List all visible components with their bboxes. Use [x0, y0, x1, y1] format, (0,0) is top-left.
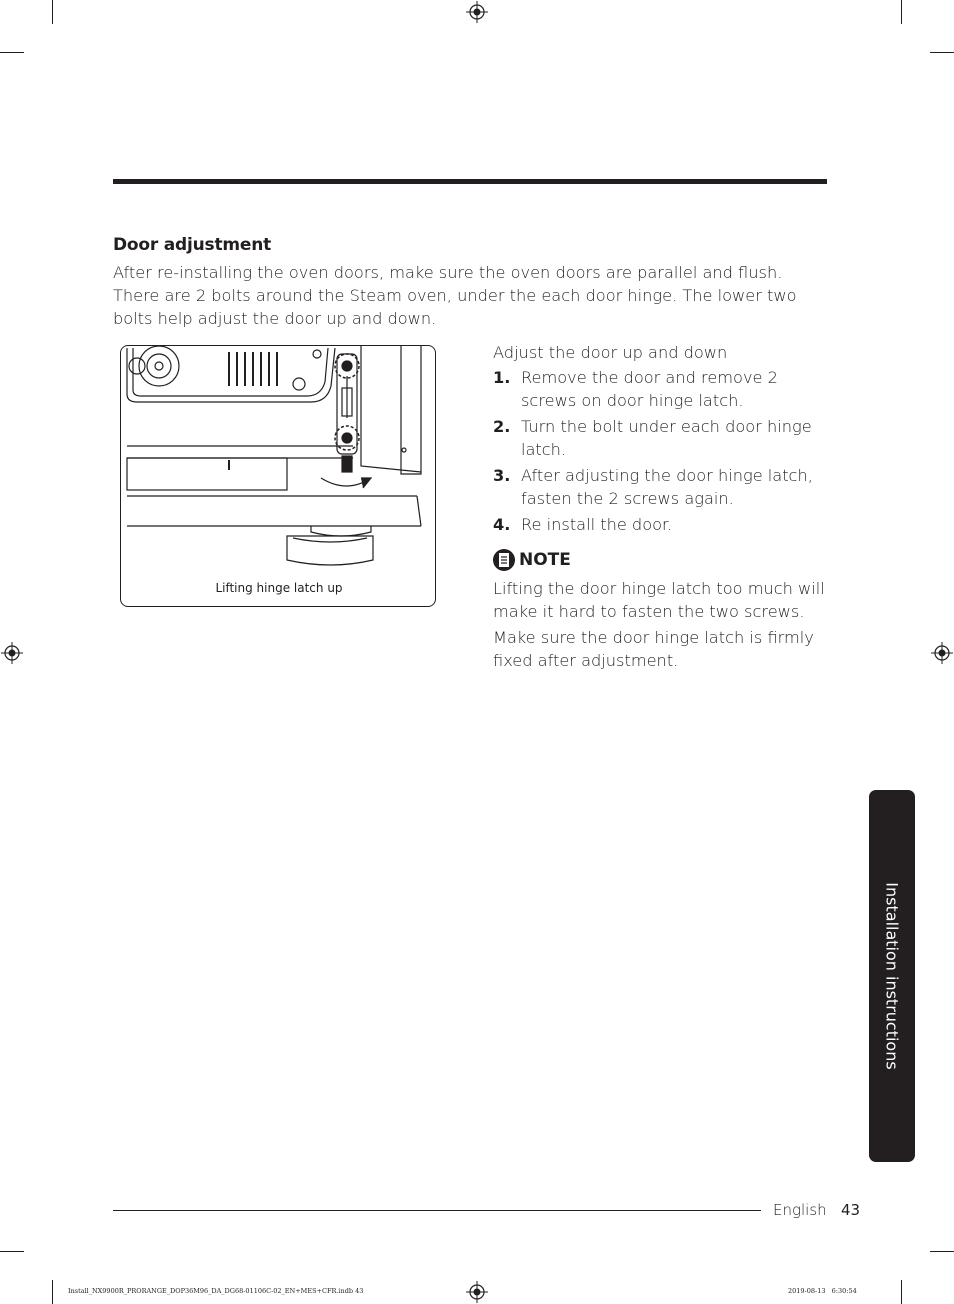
print-timestamp: 2019-08-13 6:30:54 — [788, 1287, 857, 1295]
registration-mark-icon — [931, 642, 953, 664]
steps-list — [493, 366, 828, 536]
footer-rule — [113, 1210, 761, 1211]
footer-language: English — [773, 1201, 827, 1219]
step-number: 4. — [493, 515, 511, 534]
note-text: Make sure the door hinge latch is firmly fixed after adjustment. — [493, 628, 814, 670]
note-icon — [493, 549, 515, 571]
crop-mark — [52, 1280, 53, 1304]
figure-caption: Lifting hinge latch up — [215, 581, 343, 595]
crop-mark — [901, 1280, 902, 1304]
step-text: Turn the bolt under each door hinge latch. — [521, 417, 812, 459]
crop-mark — [930, 1251, 954, 1252]
step-text: Remove the door and remove 2 screws on door hinge latch. — [521, 368, 778, 410]
hinge-latch-illustration — [120, 345, 436, 607]
step-number: 3. — [493, 466, 511, 485]
crop-mark — [930, 52, 954, 53]
oven-hinge-drawing — [121, 346, 436, 607]
note-label: NOTE — [519, 550, 571, 570]
section-title: Door adjustment — [113, 235, 272, 255]
chapter-side-tab — [869, 790, 915, 1162]
note-heading — [493, 548, 828, 572]
chapter-label: Installation instructions — [882, 882, 902, 1070]
crop-mark — [52, 0, 53, 24]
step-item — [493, 415, 828, 461]
page-number: 43 — [841, 1201, 861, 1219]
step-item — [493, 464, 828, 510]
crop-mark — [0, 1251, 24, 1252]
step-item — [493, 513, 828, 536]
top-rule — [113, 179, 827, 184]
step-item — [493, 366, 828, 412]
crop-mark — [0, 52, 24, 53]
instructions-column — [493, 341, 828, 672]
registration-mark-icon — [466, 1, 488, 23]
print-file-slug: Install_NX9900R_PRORANGE_DOP36M96_DA_DG68-01106C-02_EN+MES+CFR.indb 43 — [68, 1287, 364, 1295]
intro-paragraph: After re-installing the oven doors, make sure the oven doors are parallel and flush. There are 2 bolts around the Steam oven, under the each door hinge. The lower two bolts help adjust the door up and down. — [113, 263, 797, 328]
step-number: 2. — [493, 417, 511, 436]
step-number: 1. — [493, 368, 511, 387]
step-text: After adjusting the door hinge latch, fasten the 2 screws again. — [521, 466, 813, 508]
crop-mark — [901, 0, 902, 24]
step-text: Re install the door. — [521, 515, 673, 534]
steps-heading: Adjust the door up and down — [493, 343, 728, 362]
registration-mark-icon — [466, 1281, 488, 1303]
registration-mark-icon — [1, 642, 23, 664]
note-text: Lifting the door hinge latch too much will make it hard to fasten the two screws. — [493, 579, 825, 621]
